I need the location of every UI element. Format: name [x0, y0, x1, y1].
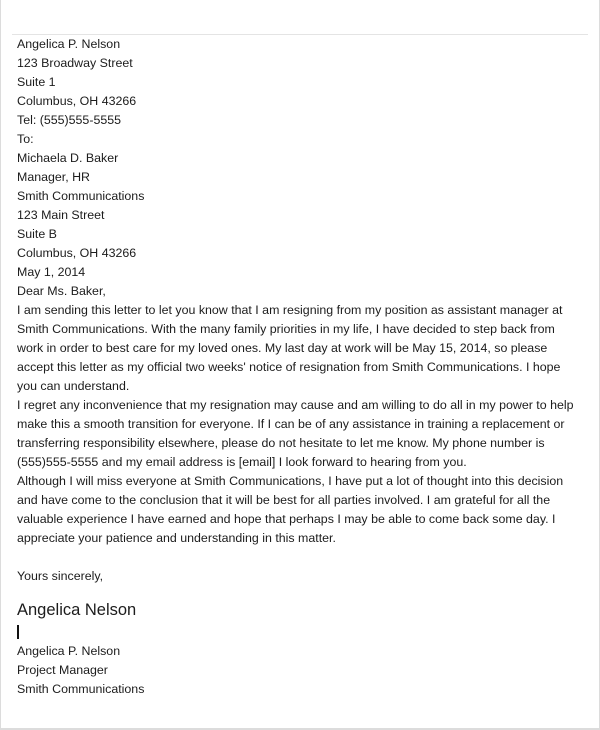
letter-body [17, 35, 582, 699]
recipient-title: Manager, HR [17, 170, 91, 184]
sender-city: Columbus, OH 43266 [17, 94, 137, 108]
closing-phrase: Yours sincerely, [17, 569, 104, 583]
paragraph-1: I am sending this letter to let you know that I am resigning from my position as assistant manager at Smith Communications. With the many family priorities in my life, I have decided to step back from work in order to best care for my loved ones. My last day at work will be May 15, 2014, so please accept this letter as my official two weeks' notice of resignation from Smith Communications. I hope you can understand. [17, 303, 563, 393]
sender-address-block [17, 35, 582, 130]
recipient-name: Michaela D. Baker [17, 151, 119, 165]
sender-street: 123 Broadway Street [17, 56, 133, 70]
sender-tel: Tel: (555)555-5555 [17, 113, 122, 127]
signer-company: Smith Communications [17, 682, 145, 696]
salutation: Dear Ms. Baker, [17, 284, 106, 298]
paragraph-3: Although I will miss everyone at Smith Communications, I have put a lot of thought into this decision and have come to the conclusion that it will be best for all parties involved. I am grateful for all the valuable experience I have earned and hope that perhaps I may be able to come back some day. I appreciate your patience and understanding in this matter. [17, 474, 564, 545]
signer-title: Project Manager [17, 663, 108, 677]
page-left-border [0, 0, 1, 730]
recipient-company: Smith Communications [17, 189, 145, 203]
sender-suite: Suite 1 [17, 75, 56, 89]
text-cursor [17, 625, 19, 639]
signature: Angelica Nelson [17, 601, 137, 619]
signer-name: Angelica P. Nelson [17, 644, 121, 658]
recipient-address-block [17, 149, 582, 263]
recipient-street: 123 Main Street [17, 208, 105, 222]
sender-name: Angelica P. Nelson [17, 37, 121, 51]
letter-date: May 1, 2014 [17, 265, 86, 279]
paragraph-2: I regret any inconvenience that my resignation may cause and am willing to do all in my power to help make this a smooth transition for everyone. If I can be of any assistance in training a replacement or transferring responsibility elsewhere, please do not hesitate to let me know. My phone number is (555)555-5555 and my email address is [email] I look forward to hearing from you. [17, 398, 574, 469]
recipient-suite: Suite B [17, 227, 57, 241]
signer-block [17, 642, 582, 699]
to-label: To: [17, 132, 34, 146]
recipient-city: Columbus, OH 43266 [17, 246, 137, 260]
